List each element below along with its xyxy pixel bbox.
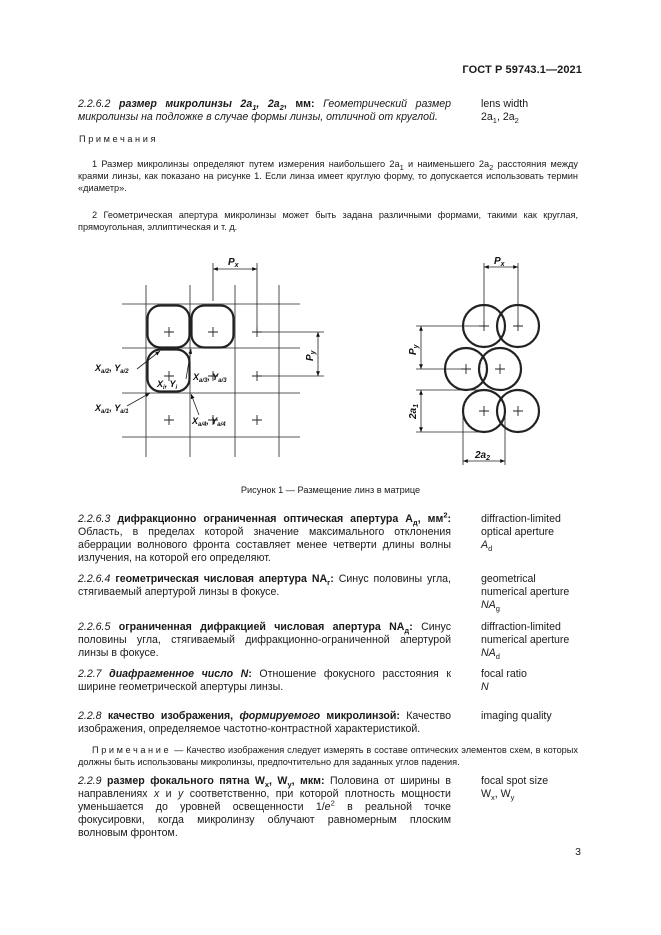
- label-2a2: $2a_2$: [475, 450, 491, 462]
- figure-labels: [94, 256, 506, 462]
- term-subscript: 1: [252, 103, 257, 113]
- en-symbol: NA: [481, 599, 496, 611]
- label-px: $P_x$: [228, 257, 239, 269]
- term-subscript: д: [412, 518, 418, 528]
- term-unit: , мм:: [283, 98, 315, 110]
- term-colon: :: [447, 513, 452, 525]
- note-228: [78, 744, 578, 768]
- en-term-symbol: [481, 111, 591, 124]
- en-term-2262: [481, 98, 591, 124]
- term-definition: Синус половины угла, стягиваемый дифракционно-ограниченной апертурой линзы в фокусе.: [78, 621, 452, 659]
- term-number: 2.2.6.3: [78, 513, 111, 525]
- def-superscript: 2: [330, 798, 335, 808]
- label-xi: $X_i$, $Y_i$: [157, 379, 178, 391]
- term-2265: [78, 621, 451, 660]
- term-name-part: формируемого: [239, 710, 321, 722]
- en-term-229: [481, 775, 591, 801]
- term-unit: , мкм:: [291, 775, 325, 787]
- term-name: дифракционно ограниченная оптическая апертура A: [117, 513, 413, 525]
- en-term-symbol: [481, 681, 591, 694]
- en-symbol: A: [481, 539, 489, 551]
- term-definition: Синус половины угла, стягиваемый апертурой линзы в фокусе.: [78, 573, 452, 598]
- en-term-symbol: [481, 788, 591, 801]
- def-part: соответственно, при которой плотность мощности уменьшается до уровней освещенности 1/: [78, 788, 451, 813]
- term-number: 2.2.6.2: [78, 98, 111, 110]
- term-number: 2.2.6.4: [78, 573, 111, 585]
- term-definition: Отношение фокусного расстояния к ширине геометрической апертуры линзы.: [78, 668, 451, 693]
- term-definition: Качество изображения, определяемое частотно-контрастной характеристикой.: [78, 710, 451, 735]
- term-name-part: микролинзой: [320, 710, 397, 722]
- term-name: геометрическая числовая апертура NA: [115, 573, 328, 585]
- label-py-right: $P_y$: [408, 344, 420, 355]
- note-text-part: и наименьшего 2a: [403, 159, 490, 169]
- standard-header: ГОСТ Р 59743.1—2021: [462, 64, 582, 76]
- en-term-line: diffraction-limited: [481, 513, 561, 525]
- notes-title: Примечания: [79, 134, 159, 144]
- term-colon: :: [409, 621, 413, 633]
- en-term-line: geometrical: [481, 573, 536, 585]
- note-text: — Качество изображения следует измерять в составе оптических элементов схем, в которых должны быть использованы микролинзы, предпочтительно для заданных углов падения.: [78, 745, 578, 767]
- term-name: размер микролинзы 2a: [118, 98, 253, 110]
- label-py: $P_y$: [305, 350, 317, 361]
- note-2: 2 Геометрическая апертура микролинзы может быть задана различными формами, такими как круглая, прямоугольная, эллиптическая и т. д.: [78, 210, 578, 232]
- term-subscript: 2: [279, 103, 284, 113]
- en-term-2264: [481, 573, 591, 612]
- en-symbol: , W: [494, 788, 511, 800]
- term-228: [78, 710, 451, 736]
- figure-lens-arrays: [0, 245, 661, 480]
- en-term-line: numerical aperture: [481, 634, 570, 646]
- en-subscript: y: [510, 793, 515, 803]
- term-colon: :: [248, 668, 252, 680]
- def-symbol: x: [153, 788, 160, 800]
- term-2262: [78, 98, 451, 124]
- term-subscript: x: [264, 780, 270, 790]
- en-term-symbol: [481, 647, 591, 660]
- label-px-right: $P_x$: [494, 256, 505, 268]
- en-symbol: NA: [481, 647, 496, 659]
- term-number: 2.2.8: [78, 710, 102, 722]
- en-subscript: g: [495, 604, 500, 614]
- en-term-symbol: [481, 599, 591, 612]
- term-name-part: , W: [269, 775, 288, 787]
- label-xa1: $X_{a/1}$, $Y_{a/1}$: [95, 403, 129, 415]
- term-229: [78, 775, 451, 840]
- en-term-2263: [481, 513, 591, 552]
- right-diagram: [416, 263, 539, 465]
- term-definition: Область, в пределах которой значение максимального отклонения аберрации волнового фронта составляет менее четверти длины волны излучения, на которой его определяют.: [78, 526, 451, 564]
- term-227: [78, 668, 451, 694]
- term-colon: :: [396, 710, 400, 722]
- term-unit: , мм: [417, 513, 444, 525]
- note-subscript: 2: [489, 162, 494, 172]
- term-colon: :: [330, 573, 334, 585]
- term-name: качество изображения,: [107, 710, 240, 722]
- hex-marks: [461, 321, 523, 416]
- term-name: размер фокального пятна W: [107, 775, 265, 787]
- en-term-line: focal spot size: [481, 775, 549, 787]
- en-term-227: [481, 668, 591, 694]
- note-subscript: 1: [399, 162, 404, 172]
- term-number: 2.2.6.5: [78, 621, 111, 633]
- en-subscript: 1: [492, 116, 497, 126]
- figure-caption: Рисунок 1 — Размещение линз в матрице: [240, 485, 421, 495]
- note-text-part: 1 Размер микролинзы определяют путем измерения наибольшего 2a: [92, 159, 400, 169]
- en-symbol: N: [481, 681, 489, 693]
- def-symbol: y: [177, 788, 184, 800]
- en-term-line: numerical aperture: [481, 586, 570, 598]
- def-part: и: [159, 788, 178, 800]
- en-symbol: 2a: [481, 111, 493, 123]
- en-term-228: [481, 710, 591, 723]
- term-2263: [78, 510, 452, 565]
- label-xa3: $X_{a/3}$, $Y_{a/3}$: [193, 372, 227, 384]
- def-part: в реальной точке фокусировки, когда микролинзу облучают равномерным плоским волновым фронтом.: [78, 801, 451, 839]
- term-subscript: д: [404, 626, 410, 636]
- en-subscript: x: [491, 793, 495, 803]
- note-1: [78, 158, 578, 194]
- en-subscript: d: [488, 544, 493, 554]
- en-term-line: diffraction-limited: [481, 621, 561, 633]
- en-term-line: focal ratio: [481, 668, 527, 680]
- term-name: диафрагменное число N: [109, 668, 249, 680]
- term-number: 2.2.9: [78, 775, 102, 787]
- label-2a1: $2a_1$: [408, 403, 420, 419]
- term-definition: Половина от ширины в направлениях: [78, 775, 451, 800]
- en-term-2265: [481, 621, 591, 660]
- term-subscript: г: [327, 578, 331, 588]
- page-number: 3: [575, 846, 581, 858]
- en-symbol: , 2a: [496, 111, 515, 123]
- en-term-line: imaging quality: [481, 710, 552, 722]
- term-number: 2.2.7: [78, 668, 102, 680]
- note-text-part: расстояния между краями линзы, как показано на рисунке 1. Если линза имеет круглую форму, то допускается использовать термин «диаметр».: [78, 159, 578, 193]
- term-2264: [78, 573, 451, 599]
- label-xa2: $X_{a/2}$, $Y_{a/2}$: [95, 363, 129, 375]
- term-name: ограниченная дифракцией числовая апертура NA: [118, 621, 405, 633]
- term-superscript: 2: [443, 510, 448, 520]
- en-subscript: d: [495, 652, 500, 662]
- en-term-symbol: [481, 539, 591, 552]
- term-subscript: y: [287, 780, 292, 790]
- label-xa4: $X_{a/4}$, $Y_{a/4}$: [192, 416, 226, 428]
- en-subscript: 2: [514, 116, 519, 126]
- en-term-line: optical aperture: [481, 526, 555, 538]
- def-symbol: e: [324, 801, 331, 813]
- circular-lenses: [445, 305, 539, 432]
- term-name-part: , 2a: [256, 98, 280, 110]
- en-term-line: lens width: [481, 98, 529, 110]
- term-definition: Геометрический размер микролинзы на подложке в случае формы линзы, отличной от круглой.: [78, 98, 452, 123]
- en-symbol: W: [481, 788, 491, 800]
- right-dimensions: [416, 263, 518, 465]
- note-title: Примечание: [92, 745, 172, 755]
